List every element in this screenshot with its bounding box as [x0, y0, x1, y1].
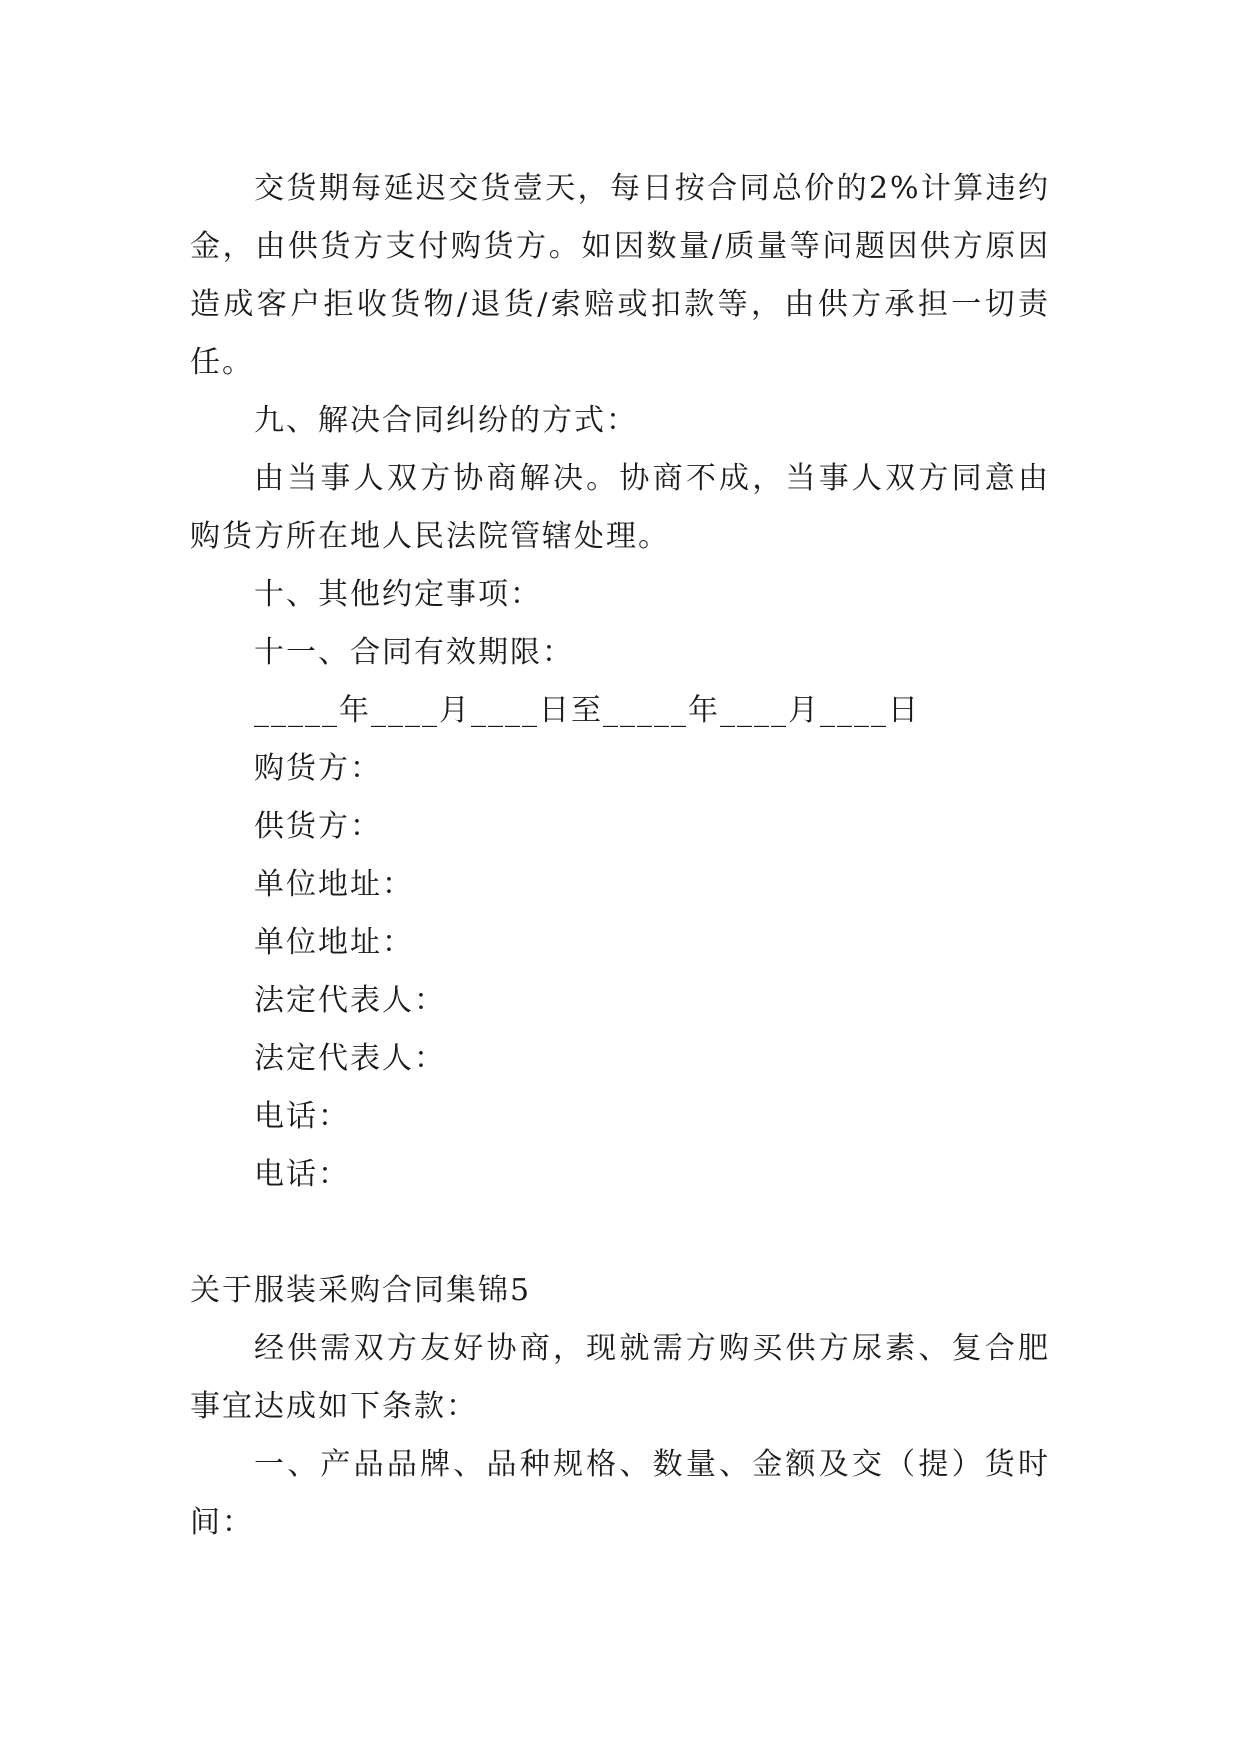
- paragraph-intro: 经供需双方友好协商，现就需方购买供方尿素、复合肥事宜达成如下条款：: [190, 1331, 1050, 1424]
- legal-rep-label-buyer: 法定代表人：: [254, 983, 446, 1018]
- address-label-supplier: 单位地址：: [254, 925, 414, 960]
- legal-rep-label-supplier: 法定代表人：: [254, 1041, 446, 1076]
- supplier-label: 供货方：: [254, 809, 382, 844]
- section-spacer: [190, 1204, 1050, 1262]
- heading-other-matters: 十、其他约定事项：: [254, 577, 542, 612]
- heading-product-specs: 一、产品品牌、品种规格、数量、金额及交（提）货时间：: [190, 1447, 1050, 1540]
- section-title: 关于服装采购合同集锦5: [190, 1273, 532, 1308]
- address-label-buyer: 单位地址：: [254, 867, 414, 902]
- paragraph-dispute-resolution: 由当事人双方协商解决。协商不成，当事人双方同意由购货方所在地人民法院管辖处理。: [190, 461, 1050, 554]
- phone-label-buyer: 电话：: [254, 1099, 350, 1134]
- phone-label-supplier: 电话：: [254, 1157, 350, 1192]
- document-body: [190, 160, 1050, 1552]
- paragraph-penalty-clause: 交货期每延迟交货壹天，每日按合同总价的2%计算违约金，由供货方支付购货方。如因数量/质量等问题因供方原因造成客户拒收货物/退货/索赔或扣款等，由供方承担一切责任。: [190, 171, 1050, 380]
- heading-dispute-resolution: 九、解决合同纠纷的方式：: [254, 403, 638, 438]
- buyer-label: 购货方：: [254, 751, 382, 786]
- validity-date-blanks: _____年____月____日至_____年____月____日: [254, 693, 920, 728]
- heading-validity-period: 十一、合同有效期限：: [254, 635, 574, 670]
